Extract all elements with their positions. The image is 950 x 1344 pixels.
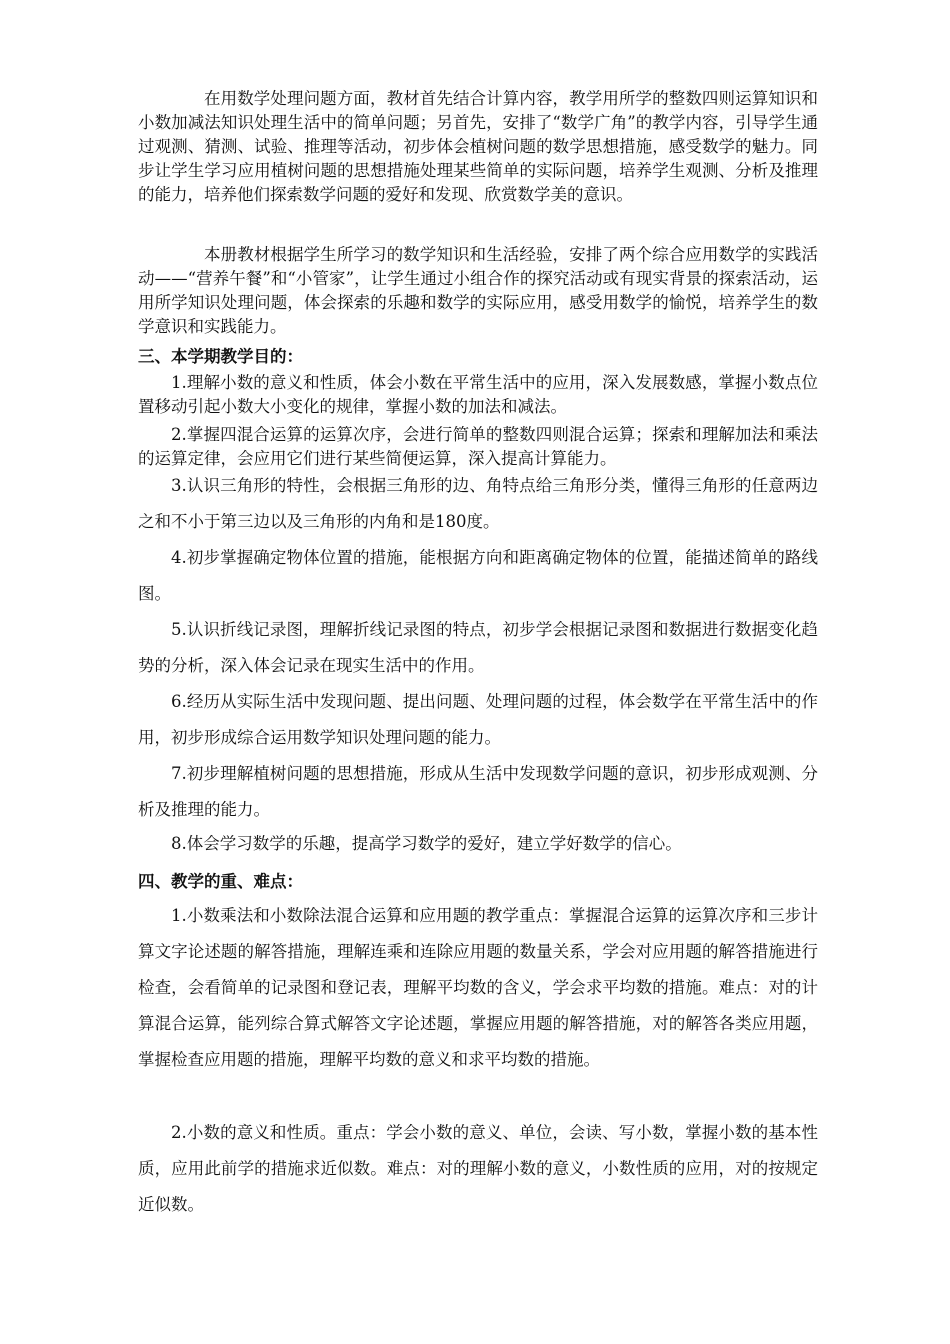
objective-3: 3.认识三角形的特性，会根据三角形的边、角特点给三角形分类，懂得三角形的任意两边之和不小于第三边以及三角形的内角和是180度。 (138, 476, 818, 531)
key-point-2: 2.小数的意义和性质。重点：学会小数的意义、单位，会读、写小数，掌握小数的基本性质，应用此前学的措施求近似数。难点：对的理解小数的意义，小数性质的应用，对的按规定近似数。 (138, 1123, 818, 1214)
section-3-heading: 三、本学期教学目的： (138, 347, 303, 366)
key-point-1: 1.小数乘法和小数除法混合运算和应用题的教学重点：掌握混合运算的运算次序和三步计算文字论述题的解答措施，理解连乘和连除应用题的数量关系，学会对应用题的解答措施进行检查，会看简单的记录图和登记表，理解平均数的含义，学会求平均数的措施。难点：对的计算混合运算，能列综合算式解答文字论述题，掌握应用题的解答措施，对的解答各类应用题，掌握检查应用题的措施，理解平均数的意义和求平均数的措施。 (138, 906, 818, 1069)
intro-paragraph-2: 本册教材根据学生所学习的数学知识和生活经验，安排了两个综合应用数学的实践活动——“营养午餐”和“小管家”，让学生通过小组合作的探究活动或有现实背景的探索活动，运用所学知识处理问题，体会探索的乐趣和数学的实际应用，感受用数学的愉悦，培养学生的数学意识和实践能力。 (138, 245, 818, 336)
objective-7: 7.初步理解植树问题的思想措施，形成从生活中发现数学问题的意识，初步形成观测、分析及推理的能力。 (138, 764, 818, 819)
objective-1: 1.理解小数的意义和性质，体会小数在平常生活中的应用，深入发展数感，掌握小数点位置移动引起小数大小变化的规律，掌握小数的加法和减法。 (138, 373, 818, 416)
objective-8: 8.体会学习数学的乐趣，提高学习数学的爱好，建立学好数学的信心。 (171, 834, 682, 853)
section-4-heading: 四、教学的重、难点： (138, 872, 303, 891)
intro-paragraph-1: 在用数学处理问题方面，教材首先结合计算内容，教学用所学的整数四则运算知识和小数加减法知识处理生活中的简单问题；另首先，安排了“数学广角”的教学内容，引导学生通过观测、猜测、试验、推理等活动，初步体会植树问题的数学思想措施，感受数学的魅力。同步让学生学习应用植树问题的思想措施处理某些简单的实际问题，培养学生观测、分析及推理的能力，培养他们探索数学问题的爱好和发现、欣赏数学美的意识。 (138, 89, 818, 204)
objective-2: 2.掌握四混合运算的运算次序，会进行简单的整数四则混合运算；探索和理解加法和乘法的运算定律，会应用它们进行某些简便运算，深入提高计算能力。 (138, 425, 818, 468)
objective-5: 5.认识折线记录图，理解折线记录图的特点，初步学会根据记录图和数据进行数据变化趋势的分析，深入体会记录在现实生活中的作用。 (138, 620, 818, 675)
objective-4: 4.初步掌握确定物体位置的措施，能根据方向和距离确定物体的位置，能描述简单的路线图。 (138, 548, 818, 603)
objective-6: 6.经历从实际生活中发现问题、提出问题、处理问题的过程，体会数学在平常生活中的作用，初步形成综合运用数学知识处理问题的能力。 (138, 692, 818, 747)
